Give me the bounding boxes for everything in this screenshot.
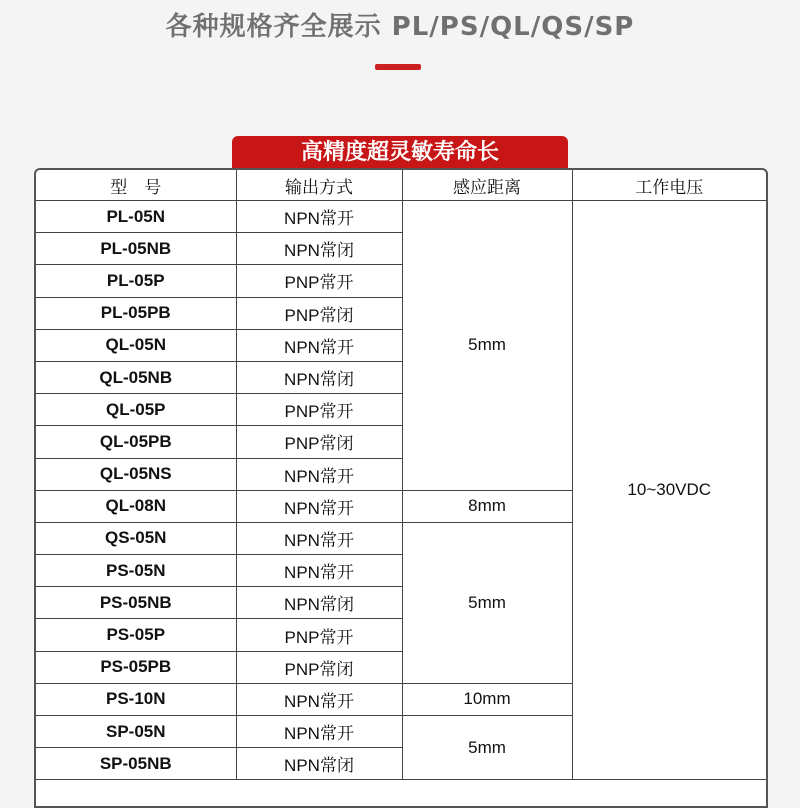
model-cell: PS-05NB [36,587,236,619]
model-cell: QS-05N [36,522,236,554]
model-cell: QL-05P [36,394,236,426]
output-cell: NPN常开 [236,522,402,554]
model-cell: PS-05PB [36,651,236,683]
output-cell: PNP常开 [236,619,402,651]
model-cell: SP-05NB [36,748,236,780]
model-cell: QL-08N [36,490,236,522]
distance-cell: 5mm [402,716,572,780]
output-cell: NPN常闭 [236,361,402,393]
output-cell: NPN常开 [236,716,402,748]
voltage-cell: 10~30VDC [572,201,766,780]
header-output: 输出方式 [236,170,402,201]
model-cell: PS-10N [36,683,236,715]
model-cell: SP-05N [36,716,236,748]
model-cell: PL-05NB [36,233,236,265]
output-cell: PNP常闭 [236,297,402,329]
spec-table-frame [34,168,768,808]
model-cell: PL-05PB [36,297,236,329]
model-cell: PL-05N [36,201,236,233]
title-underline [375,64,421,70]
model-cell: PL-05P [36,265,236,297]
page-title: 各种规格齐全展示 PL/PS/QL/QS/SP [165,12,635,42]
output-cell: NPN常开 [236,201,402,233]
output-cell: NPN常开 [236,683,402,715]
output-cell: NPN常开 [236,490,402,522]
model-cell: QL-05NS [36,458,236,490]
distance-cell: 8mm [402,490,572,522]
header-row [36,170,766,201]
model-cell: QL-05PB [36,426,236,458]
model-cell: QL-05NB [36,361,236,393]
output-cell: PNP常开 [236,394,402,426]
output-cell: NPN常闭 [236,748,402,780]
table-row [36,201,766,233]
output-cell: PNP常闭 [236,426,402,458]
output-cell: NPN常开 [236,555,402,587]
output-cell: NPN常开 [236,458,402,490]
output-cell: NPN常开 [236,329,402,361]
output-cell: PNP常闭 [236,651,402,683]
header-voltage: 工作电压 [572,170,766,201]
spec-table [36,170,766,780]
banner: 高精度超灵敏寿命长 [232,136,568,170]
header-distance: 感应距离 [402,170,572,201]
output-cell: NPN常闭 [236,233,402,265]
distance-cell: 5mm [402,522,572,683]
output-cell: NPN常闭 [236,587,402,619]
model-cell: QL-05N [36,329,236,361]
output-cell: PNP常开 [236,265,402,297]
distance-cell: 10mm [402,683,572,715]
model-cell: PS-05N [36,555,236,587]
distance-cell: 5mm [402,201,572,491]
header-model: 型 号 [36,170,236,201]
spec-table-body [36,201,766,780]
model-cell: PS-05P [36,619,236,651]
